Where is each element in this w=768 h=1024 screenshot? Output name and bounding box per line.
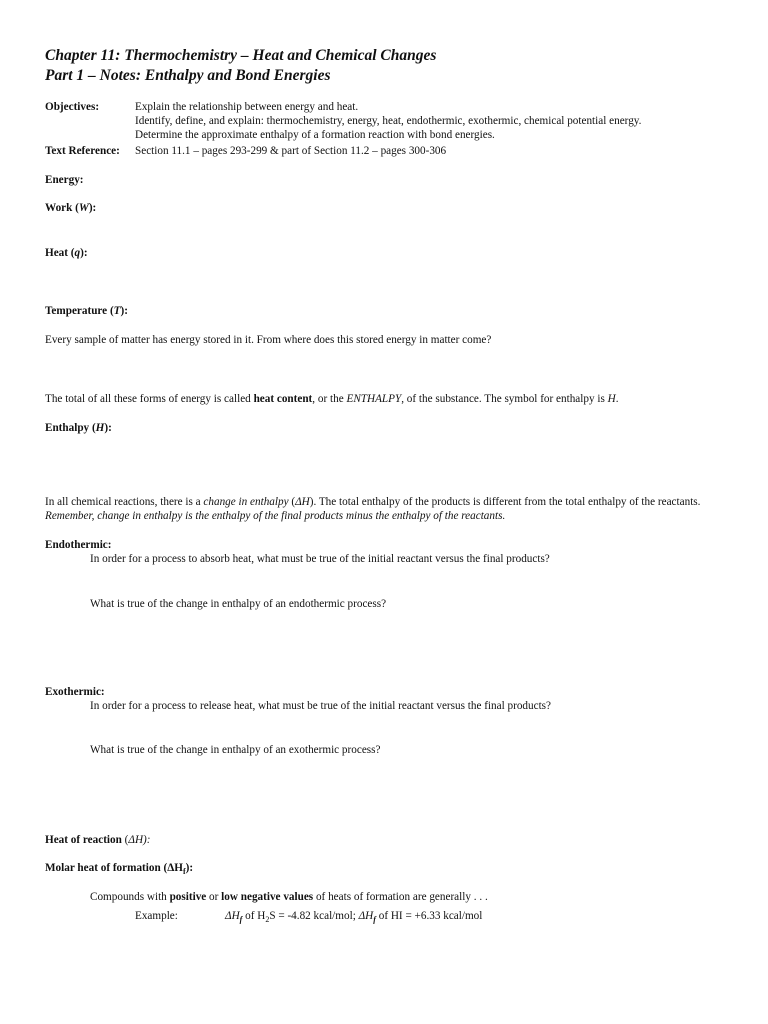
stored-energy-question: Every sample of matter has energy stored in it. From where does this stored energy in matter come?	[45, 334, 492, 346]
exothermic-question-1: In order for a process to release heat, what must be true of the initial reactant versus the final products?	[90, 700, 551, 712]
example-label: Example:	[135, 910, 178, 922]
example-values: $\Delta H_f$ of $H_2S = -4.82$ kcal/mol; $\Delta H_f$ of HI = +6.33 kcal/mol	[225, 910, 483, 925]
compounds-sentence: Compounds with positive or low negative values of heats of formation are generally . . .	[90, 891, 488, 903]
endothermic-question-1: In order for a process to absorb heat, what must be true of the initial reactant versus the final products?	[90, 553, 550, 565]
energy-term: Energy:	[45, 174, 84, 186]
heat-of-reaction-term: Heat of reaction (ΔH):	[45, 834, 151, 846]
objective-item: Determine the approximate enthalpy of a formation reaction with bond energies.	[135, 129, 495, 141]
page-subtitle: Part 1 – Notes: Enthalpy and Bond Energies	[45, 67, 331, 84]
heat-term: Heat (q):	[45, 247, 88, 259]
text-reference-label: Text Reference:	[45, 145, 120, 157]
objectives-label: Objectives:	[45, 101, 100, 113]
endothermic-label: Endothermic:	[45, 539, 112, 551]
enthalpy-term: Enthalpy (H):	[45, 422, 112, 434]
exothermic-question-2: What is true of the change in enthalpy of an exothermic process?	[90, 744, 381, 756]
endothermic-question-2: What is true of the change in enthalpy of an endothermic process?	[90, 598, 387, 610]
molar-heat-of-formation-term: Molar heat of formation $(\Delta H_f)$:	[45, 862, 194, 877]
heat-content-sentence: The total of all these forms of energy is called heat content, or the ENTHALPY, of the substance. The symbol for enthalpy is H.	[45, 393, 619, 405]
work-term: Work (W):	[45, 202, 97, 214]
change-in-enthalpy-paragraph: In all chemical reactions, there is a change in enthalpy (ΔH). The total enthalpy of the products is different from the total enthalpy of the reactants. Remember, change in enthalpy is the enthalpy of the final products minus the enthalpy of the reactants.	[45, 496, 701, 522]
exothermic-label: Exothermic:	[45, 686, 105, 698]
page-title: Chapter 11: Thermochemistry – Heat and Chemical Changes	[45, 47, 437, 64]
text-reference-value: Section 11.1 – pages 293-299 & part of Section 11.2 – pages 300-306	[135, 145, 447, 157]
objective-item: Identify, define, and explain: thermochemistry, energy, heat, endothermic, exothermic, chemical potential energy.	[135, 115, 642, 127]
objective-item: Explain the relationship between energy and heat.	[135, 101, 359, 113]
temperature-term: Temperature (T):	[45, 305, 128, 317]
